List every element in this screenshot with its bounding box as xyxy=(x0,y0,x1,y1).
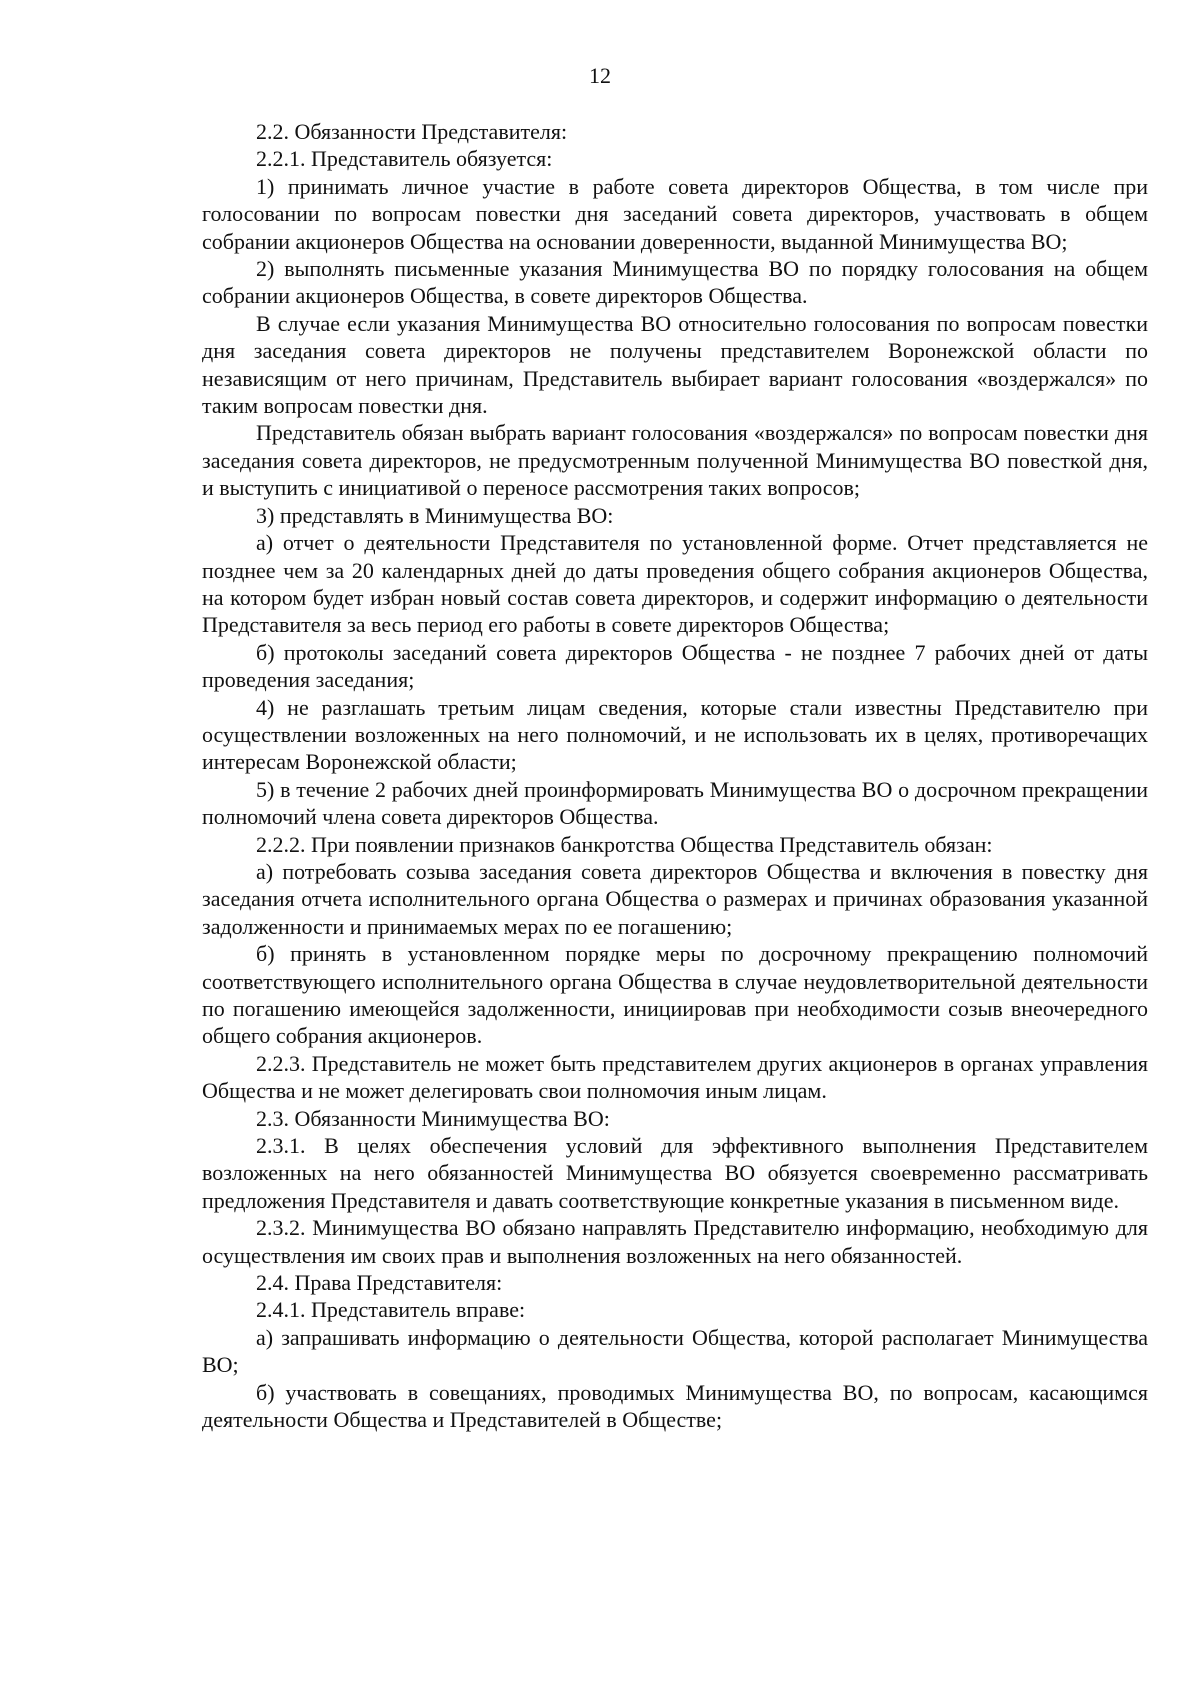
section-heading-2-4: 2.4. Права Представителя: xyxy=(256,1270,503,1296)
paragraph-item-3a: а) отчет о деятельности Представителя по установленной форме. Отчет представляется не позднее чем за 20 календарных дней до даты проведения общего собрания акционеров Общества, на котором будет избран новый состав совета директоров, и содержит информацию о деятельности Представителя за весь период его работы в совете директоров Общества; xyxy=(202,530,1148,638)
paragraph-2-2-3: 2.2.3. Представитель не может быть представителем других акционеров в органах управления Общества и не может делегировать свои полномочия иным лицам. xyxy=(202,1050,1148,1104)
paragraph-rights-a: а) запрашивать информацию о деятельности Общества, которой располагает Минимущества ВО; xyxy=(202,1324,1148,1378)
document-body xyxy=(202,118,1148,1434)
paragraph-2-3-2: 2.3.2. Минимущества ВО обязано направлять Представителю информацию, необходимую для осуществления им своих прав и выполнения возложенных на него обязанностей. xyxy=(202,1215,1148,1268)
paragraph-voting-instructions: В случае если указания Минимущества ВО относительно голосования по вопросам повестки дня заседания совета директоров не получены представителем Воронежской области по независящим от него причинам, Представитель выбирает вариант голосования «воздержался» по таким вопросам повестки дня. xyxy=(202,310,1148,419)
subsection-heading-2-2-1: 2.2.1. Представитель обязуется: xyxy=(256,146,553,172)
section-heading-2-3: 2.3. Обязанности Минимущества ВО: xyxy=(256,1105,610,1131)
paragraph-abstain-obligation: Представитель обязан выбрать вариант голосования «воздержался» по вопросам повестки дня заседания совета директоров, не предусмотренным полученной Минимущества ВО повесткой дня, и выступить с инициативой о переносе рассмотрения таких вопросов; xyxy=(202,420,1148,501)
paragraph-item-5: 5) в течение 2 рабочих дней проинформировать Минимущества ВО о досрочном прекращении полномочий члена совета директоров Общества. xyxy=(202,776,1148,830)
subsection-heading-2-2-2: 2.2.2. При появлении признаков банкротства Общества Представитель обязан: xyxy=(256,831,993,857)
paragraph-item-3: 3) представлять в Минимущества ВО: xyxy=(256,502,614,528)
section-heading-2-2: 2.2. Обязанности Представителя: xyxy=(256,119,568,144)
paragraph-item-2: 2) выполнять письменные указания Минимущества ВО по порядку голосования на общем собрании акционеров Общества, в совете директоров Общества. xyxy=(202,256,1148,309)
page-number: 12 xyxy=(589,63,611,88)
paragraph-item-1: 1) принимать личное участие в работе совета директоров Общества, в том числе при голосовании по вопросам повестки дня заседаний совета директоров, участвовать в общем собрании акционеров Общества на основании доверенности, выданной Минимущества ВО; xyxy=(202,173,1148,254)
subsection-heading-2-4-1: 2.4.1. Представитель вправе: xyxy=(256,1297,526,1323)
paragraph-item-3b: б) протоколы заседаний совета директоров Общества - не позднее 7 рабочих дней от даты проведения заседания; xyxy=(202,639,1148,693)
paragraph-rights-b: б) участвовать в совещаниях, проводимых Минимущества ВО, по вопросам, касающимся деятельности Общества и Представителей в Обществе; xyxy=(202,1379,1148,1433)
paragraph-bankruptcy-b: б) принять в установленном порядке меры по досрочному прекращению полномочий соответствующего исполнительного органа Общества в случае неудовлетворительной деятельности по погашению имеющейся задолженности, инициировав при необходимости созыв внеочередного общего собрания акционеров. xyxy=(202,941,1148,1049)
paragraph-2-3-1: 2.3.1. В целях обеспечения условий для эффективного выполнения Представителем возложенных на него обязанностей Минимущества ВО обязуется своевременно рассматривать предложения Представителя и давать соответствующие конкретные указания в письменном виде. xyxy=(202,1133,1148,1213)
paragraph-bankruptcy-a: а) потребовать созыва заседания совета директоров Общества и включения в повестку дня заседания отчета исполнительного органа Общества о размерах и причинах образования указанной задолженности и принимаемых мерах по ее погашению; xyxy=(202,858,1148,939)
paragraph-item-4: 4) не разглашать третьим лицам сведения, которые стали известны Представителю при осуществлении возложенных на него полномочий, и не использовать их в целях, противоречащих интересам Воронежской области; xyxy=(202,694,1148,775)
